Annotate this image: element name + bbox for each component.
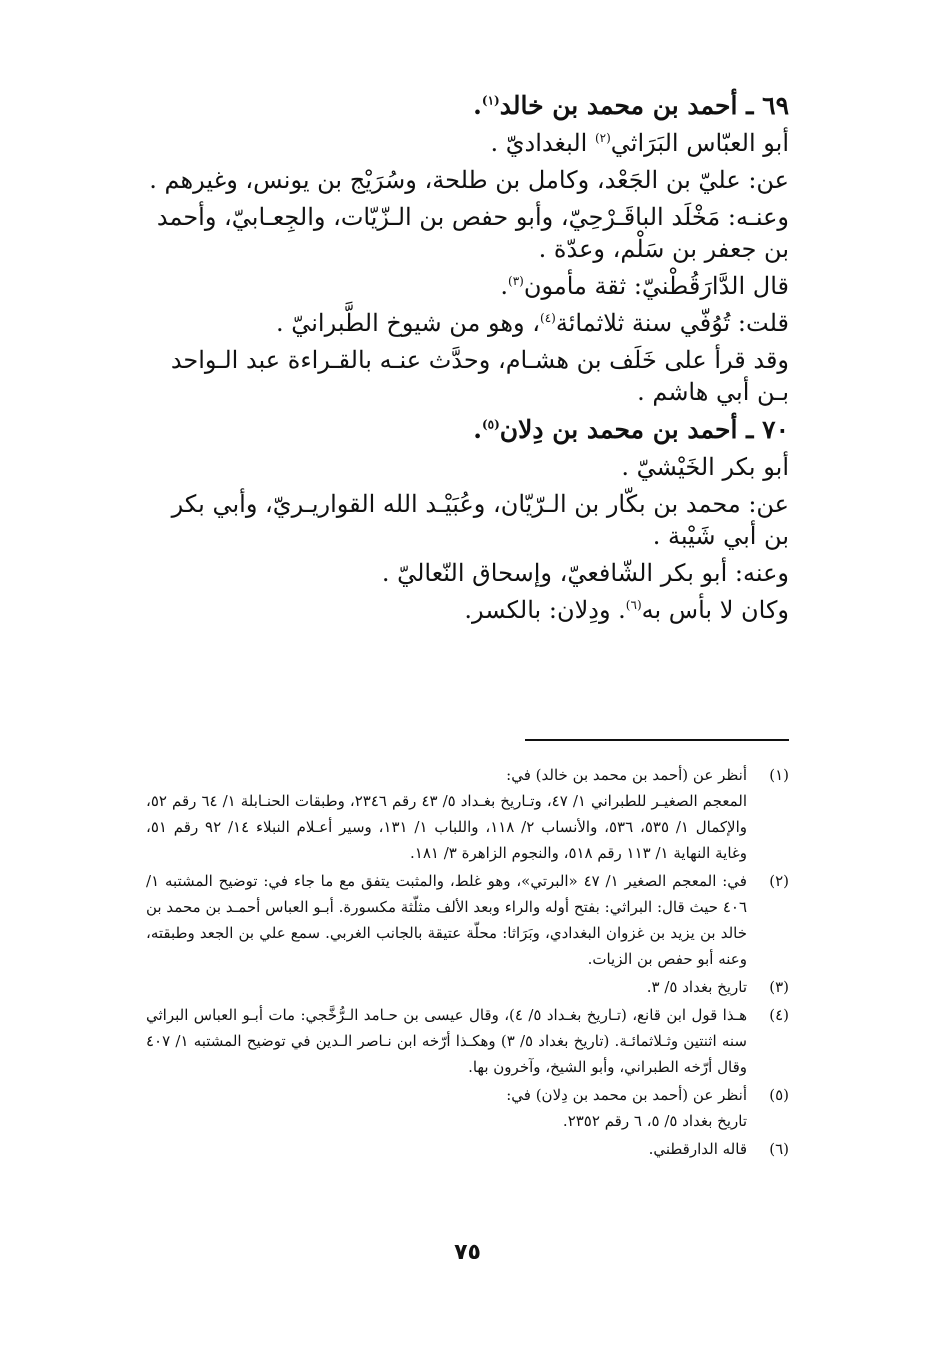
entry-69 — [146, 90, 789, 408]
entry-line: أبو بكر الخَيْشيّ . — [621, 453, 789, 481]
footnote-number: (١) — [769, 766, 789, 784]
entry-line: قال الدَّارَقُطْنيّ: ثقة مأمون$^{(٣)}$. — [500, 272, 789, 300]
footnote-number: (٤) — [769, 1006, 789, 1024]
entry-70 — [146, 414, 789, 626]
footnotes — [146, 762, 789, 1164]
footnote — [146, 1136, 789, 1162]
entry-line: وكان لا بأس به$^{(٦)}$. ودِلان: بالكسر. — [464, 596, 789, 624]
footnote-ref[interactable]: (٦) — [625, 598, 642, 612]
footnote-text: قاله الدارقطني. — [648, 1140, 747, 1158]
entry-line: عن: عليّ بن الجَعْد، وكامل بن طلحة، وسُرَيْج بن يونس، وغيرهم . — [149, 166, 789, 194]
footnote-text: هـذا قول ابن قانع، (تـاريخ بغـداد ٥/ ٤)، وقال عيسى بن حـامد الـرُّخَّجي: مات أبـو العباس البراثي سنه اثنتين وثـلاثمائـة. (تاريخ بغداد ٥/ ٣) وهكـذا أرّخه ابن نـاصر الـدين في توضيح المشتبه ١/ ٤٠٧ وقال أرّخه الطبراني، وأبو الشيخ، وآخرون بها. — [146, 1006, 747, 1076]
footnote-ref[interactable]: (٢) — [594, 131, 611, 145]
footnote-text: في: المعجم الصغير ١/ ٤٧ «البرتي»، وهو غلط، والمثبت يتفق مع ما جاء في: توضيح المشتبه ١/ ٤٠٦ حيث قال: البراثي: بفتح أوله والراء وبعد الألف مثلّثة مكسورة. أبـو العباس أحمـد بن محمد بن خالد بن يزيد بن غزوان البغدادي، وبَرَاثا: محلّة عتيقة بالجانب الغربي. سمع علي بن الجعد وطبقته، وعنه أبو حفص بن الزيات. — [146, 872, 747, 968]
footnote-number: (٢) — [769, 872, 789, 890]
footnote-number: (٣) — [769, 978, 789, 996]
footnote — [146, 868, 789, 972]
entry-line: قلت: تُوُفّي سنة ثلاثمائة$^{(٤)}$، وهو من شيوخ الطَّبرانيّ . — [275, 309, 789, 337]
footnote-text: المعجم الصغيـر للطبراني ١/ ٤٧، وتـاريخ بغـداد ٥/ ٤٣ رقم ٢٣٤٦، وطبقات الحنـابلة ١/ ٦٤ رقم ٥٢، والإكمال ١/ ٥٣٥، ٥٣٦، والأنساب ٢/ ١١٨، واللباب ١/ ١٣١، وسير أعـلام النبلاء ١٤/ ٩٢ رقم ٥١، وغاية النهاية ١/ ١١٣ رقم ٥١٨، والنجوم الزاهرة ٣/ ١٨١. — [146, 792, 748, 862]
footnote-ref[interactable]: (٣) — [508, 274, 524, 288]
footnote-number: (٦) — [769, 1140, 789, 1158]
footnote-ref[interactable]: (٤) — [540, 311, 556, 325]
footnote-text: أنظر عن (أحمد بن محمد بن دِلان) في: — [506, 1086, 747, 1104]
entry-line: وعنـه: مَخْلَد الباقَـرْحِيّ، وأبو حفص بن الـزّيّات، والجِعـابيّ، وأحمد بن جعفر بن سَلْم، وعدّة . — [156, 203, 789, 263]
footnote — [146, 762, 789, 866]
page-number: ٧٥ — [454, 1240, 481, 1265]
footnote-ref[interactable]: (١) — [481, 93, 500, 108]
entry-line: وعنه: أبو بكر الشّافعيّ، وإسحاق النّعاليّ . — [381, 559, 789, 587]
footnote — [146, 1002, 789, 1080]
entry-line: أبو العبّاس البَرَاثي$^{(٢)}$ البغداديّ . — [490, 129, 789, 157]
entry-line: عن: محمد بن بكّار بن الـرّيّان، وعُبَيْـد الله القواريـريّ، وأبي بكر بن أبي شَيْبة . — [171, 490, 789, 550]
entry-title: ٦٩ ـ أحمد بن محمد بن خالد$^{(١)}$. — [473, 91, 789, 120]
entry-title: ٧٠ ـ أحمد بن محمد بن دِلان$^{(٥)}$. — [473, 415, 789, 444]
footnote-separator — [525, 739, 789, 741]
footnote — [146, 974, 789, 1000]
entry-line: وقد قرأ على خَلَف بن هشـام، وحدَّث عنـه بالقـراءة عبد الـواحد بـن أبي هاشم . — [170, 346, 789, 406]
footnote-ref[interactable]: (٥) — [481, 417, 500, 432]
footnote-text: أنظر عن (أحمد بن محمد بن خالد) في: — [506, 766, 747, 784]
footnote-text: تاريخ بغداد ٥/ ٥، ٦ رقم ٢٣٥٢. — [562, 1112, 747, 1130]
footnote-text: تاريخ بغداد ٥/ ٣. — [646, 978, 747, 996]
main-text — [146, 90, 789, 631]
footnote — [146, 1082, 789, 1134]
footnote-number: (٥) — [769, 1086, 789, 1104]
